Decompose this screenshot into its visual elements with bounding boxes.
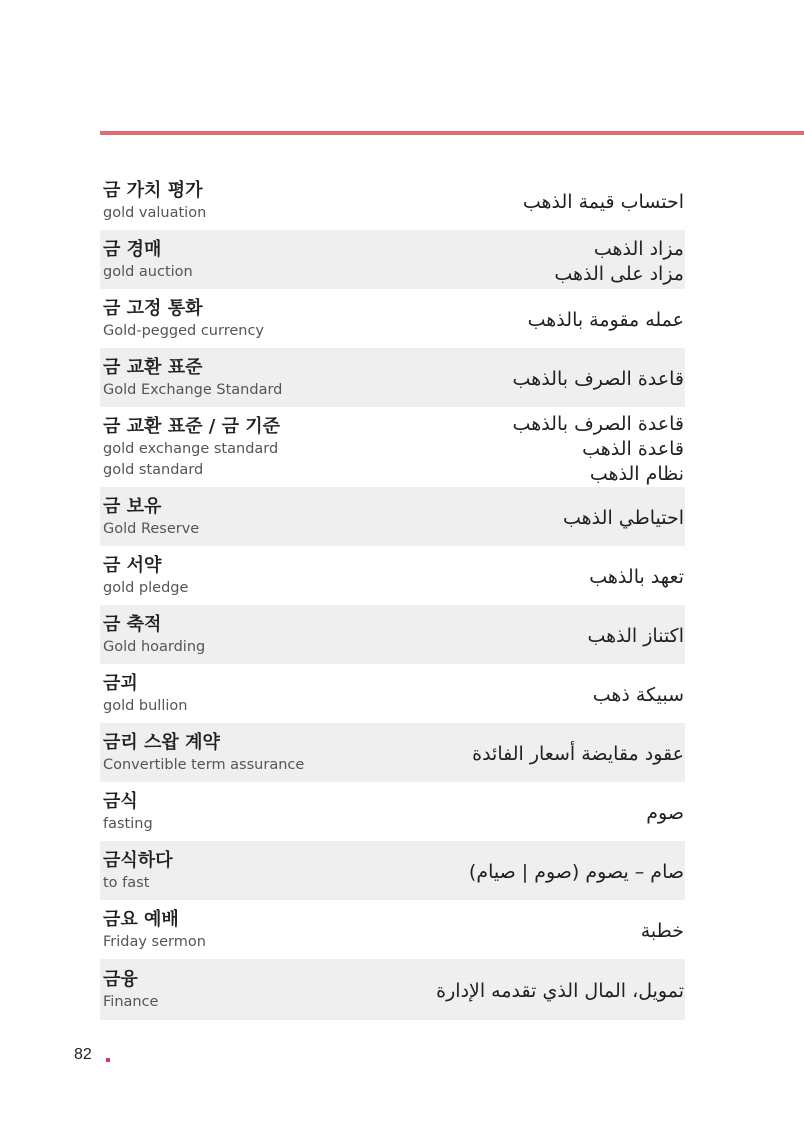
- english-gloss: gold standard: [103, 462, 204, 478]
- page-number: 82: [74, 1046, 92, 1063]
- korean-term: 금 가치 평가: [103, 179, 203, 201]
- english-gloss: Gold-pegged currency: [103, 323, 265, 339]
- korean-term: 금 경매: [103, 239, 162, 260]
- glossary-entry: [100, 289, 685, 348]
- english-gloss: gold bullion: [103, 698, 188, 714]
- arabic-translation: خطبة: [640, 920, 684, 942]
- arabic-translation: قاعدة الصرف بالذهب: [512, 412, 684, 435]
- glossary-entry: [100, 407, 685, 487]
- arabic-column: [523, 170, 684, 230]
- english-gloss: gold pledge: [103, 580, 189, 596]
- korean-column: [103, 841, 173, 900]
- glossary-entry: [100, 664, 685, 723]
- glossary-entry: [100, 487, 685, 546]
- arabic-column: [589, 546, 684, 605]
- korean-column: [103, 605, 205, 664]
- glossary-entry: [100, 348, 685, 407]
- arabic-translation: تعهد بالذهب: [589, 566, 684, 588]
- arabic-translation: صوم: [646, 802, 684, 824]
- arabic-column: [469, 841, 684, 900]
- korean-column: [103, 348, 282, 407]
- arabic-column: [563, 487, 684, 546]
- arabic-column: [641, 900, 684, 959]
- korean-column: [103, 959, 158, 1020]
- arabic-column: [472, 723, 684, 782]
- korean-column: [103, 230, 193, 289]
- top-accent-rule: [100, 131, 804, 135]
- arabic-translation: عقود مقايضة أسعار الفائدة: [472, 743, 684, 765]
- arabic-translation: اكتناز الذهب: [587, 625, 684, 647]
- korean-term: 금리 스왑 계약: [103, 732, 220, 753]
- english-gloss: gold exchange standard: [103, 441, 279, 457]
- korean-term: 금 교환 표준: [103, 357, 203, 378]
- arabic-column: [587, 605, 684, 664]
- arabic-translation: قاعدة الذهب: [582, 437, 684, 460]
- arabic-translation: نظام الذهب: [589, 462, 684, 485]
- glossary-entry: [100, 959, 685, 1020]
- korean-column: [103, 900, 206, 959]
- glossary-entry: [100, 605, 685, 664]
- english-gloss: gold auction: [103, 264, 193, 280]
- english-gloss: Gold Reserve: [103, 521, 200, 537]
- korean-term: 금 서약: [103, 555, 162, 576]
- arabic-column: [593, 664, 684, 723]
- english-gloss: Finance: [103, 994, 159, 1010]
- arabic-column: [513, 407, 684, 487]
- english-gloss: Gold hoarding: [103, 639, 206, 655]
- korean-column: [103, 723, 304, 782]
- arabic-translation: احتساب قيمة الذهب: [522, 190, 684, 213]
- arabic-column: [554, 230, 684, 289]
- arabic-translation: مزاد الذهب: [593, 237, 684, 260]
- korean-column: [103, 546, 188, 605]
- korean-column: [103, 664, 187, 723]
- english-gloss: fasting: [103, 816, 153, 832]
- korean-column: [103, 487, 199, 546]
- glossary-entry: [100, 782, 685, 841]
- korean-term: 금 보유: [103, 496, 162, 517]
- glossary-entry: [100, 900, 685, 959]
- arabic-column: [513, 348, 684, 407]
- arabic-translation: صام – يصوم (صوم | صيام): [468, 861, 684, 883]
- arabic-translation: تمويل، المال الذي تقدمه الإدارة: [436, 980, 684, 1002]
- korean-term: 금 축적: [103, 614, 162, 635]
- arabic-translation: قاعدة الصرف بالذهب: [512, 368, 684, 390]
- korean-column: [103, 782, 153, 841]
- korean-term: 금식: [103, 791, 138, 812]
- arabic-column: [436, 959, 684, 1020]
- korean-term: 금식하다: [103, 850, 173, 871]
- korean-term: 금 고정 통화: [103, 298, 203, 319]
- korean-term: 금괴: [103, 673, 138, 694]
- korean-term: 금융: [103, 969, 138, 990]
- korean-term: 금 교환 표준 / 금 기준: [103, 416, 281, 437]
- english-gloss: Friday sermon: [103, 934, 206, 950]
- arabic-column: [528, 289, 684, 348]
- arabic-translation: سبيكة ذهب: [592, 684, 684, 706]
- english-gloss: to fast: [103, 875, 150, 891]
- english-gloss: Gold Exchange Standard: [103, 382, 283, 398]
- arabic-column: [646, 782, 684, 841]
- korean-term: 금요 예배: [103, 909, 179, 930]
- glossary-entry: [100, 170, 685, 230]
- glossary-entry: [100, 723, 685, 782]
- korean-column: [103, 170, 206, 230]
- english-gloss: Convertible term assurance: [103, 757, 305, 773]
- korean-column: [103, 407, 280, 487]
- glossary-entry: [100, 546, 685, 605]
- page-number-bullet: [106, 1058, 110, 1062]
- arabic-translation: احتياطي الذهب: [563, 507, 684, 529]
- arabic-translation: عمله مقومة بالذهب: [527, 309, 684, 331]
- glossary-entry: [100, 230, 685, 289]
- english-gloss: gold valuation: [103, 204, 207, 221]
- glossary-entry: [100, 841, 685, 900]
- glossary-table: [100, 170, 685, 1020]
- arabic-translation: مزاد على الذهب: [554, 262, 684, 285]
- korean-column: [103, 289, 264, 348]
